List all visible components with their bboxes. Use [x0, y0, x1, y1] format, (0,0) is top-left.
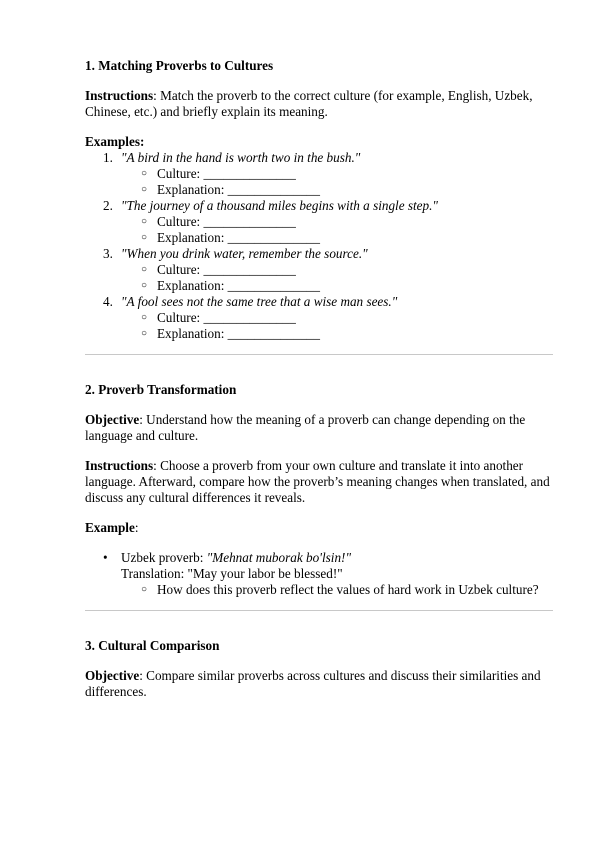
culture-line	[85, 166, 555, 182]
circle-bullet-icon: ○	[141, 184, 148, 195]
circle-bullet-icon: ○	[141, 216, 148, 227]
section-2-title: 2. Proverb Transformation	[85, 382, 237, 397]
uzbek-proverb-quote: "Mehnat muborak bo'lsin!"	[206, 550, 351, 565]
instructions-text: : Choose a proverb from your own culture and translate it into another language. Afterward, compare how the proverb’s meaning changes when translated, and discuss any cultural differences it reveals.	[85, 458, 550, 505]
list-item	[85, 246, 555, 294]
culture-blank: Culture: ______________	[157, 214, 296, 229]
list-item	[85, 150, 555, 198]
list-item	[85, 294, 555, 342]
section-3-objective	[85, 668, 555, 700]
bullet-dot-icon: •	[103, 550, 108, 565]
explanation-blank: Explanation: ______________	[157, 326, 320, 341]
explanation-line	[85, 326, 555, 342]
translation-line: Translation: "May your labor be blessed!"	[121, 566, 343, 581]
question-text: How does this proverb reflect the values of hard work in Uzbek culture?	[157, 582, 539, 597]
explanation-line	[85, 278, 555, 294]
circle-bullet-icon: ○	[141, 312, 148, 323]
example-heading	[85, 520, 555, 536]
circle-bullet-icon: ○	[141, 168, 148, 179]
circle-bullet-icon: ○	[141, 232, 148, 243]
examples-heading	[85, 134, 555, 150]
proverb-quote: "When you drink water, remember the source."	[121, 246, 368, 261]
explanation-line	[85, 182, 555, 198]
objective-label: Objective	[85, 668, 140, 683]
bullet-prefix: Uzbek proverb:	[121, 550, 207, 565]
item-number: 4.	[103, 294, 113, 309]
item-number: 2.	[103, 198, 113, 213]
instructions-label: Instructions	[85, 88, 154, 103]
example-colon: :	[134, 520, 139, 535]
instructions-label: Instructions	[85, 458, 154, 473]
section-2-instructions	[85, 458, 555, 506]
culture-line	[85, 310, 555, 326]
circle-bullet-icon: ○	[141, 328, 148, 339]
section-3-title: 3. Cultural Comparison	[85, 638, 220, 653]
example-label: Example	[85, 520, 135, 535]
culture-blank: Culture: ______________	[157, 166, 296, 181]
proverb-quote: "A bird in the hand is worth two in the bush."	[121, 150, 361, 165]
proverb-quote: "The journey of a thousand miles begins with a single step."	[121, 198, 438, 213]
objective-text: : Understand how the meaning of a proverb can change depending on the language and culture.	[85, 412, 526, 443]
explanation-blank: Explanation: ______________	[157, 182, 320, 197]
culture-line	[85, 262, 555, 278]
list-item	[85, 198, 555, 246]
explanation-blank: Explanation: ______________	[157, 278, 320, 293]
item-number: 3.	[103, 246, 113, 261]
objective-label: Objective	[85, 412, 140, 427]
circle-bullet-icon: ○	[141, 280, 148, 291]
examples-list	[85, 150, 555, 342]
section-divider	[85, 354, 553, 355]
circle-bullet-icon: ○	[141, 584, 148, 595]
explanation-line	[85, 230, 555, 246]
uzbek-proverb-item	[85, 550, 555, 582]
objective-text: : Compare similar proverbs across cultures and discuss their similarities and differences.	[85, 668, 541, 699]
question-item	[85, 582, 555, 598]
culture-blank: Culture: ______________	[157, 262, 296, 277]
proverb-quote: "A fool sees not the same tree that a wise man sees."	[121, 294, 398, 309]
section-1-title: 1. Matching Proverbs to Cultures	[85, 58, 274, 73]
section-2-objective	[85, 412, 555, 444]
culture-line	[85, 214, 555, 230]
document-content	[85, 58, 555, 700]
section-divider	[85, 610, 553, 611]
circle-bullet-icon: ○	[141, 264, 148, 275]
section-1-instructions	[85, 88, 555, 120]
instructions-text: : Match the proverb to the correct culture (for example, English, Uzbek, Chinese, etc.) and briefly explain its meaning.	[85, 88, 533, 119]
examples-heading-text: Examples:	[85, 134, 145, 149]
explanation-blank: Explanation: ______________	[157, 230, 320, 245]
item-number: 1.	[103, 150, 113, 165]
culture-blank: Culture: ______________	[157, 310, 296, 325]
